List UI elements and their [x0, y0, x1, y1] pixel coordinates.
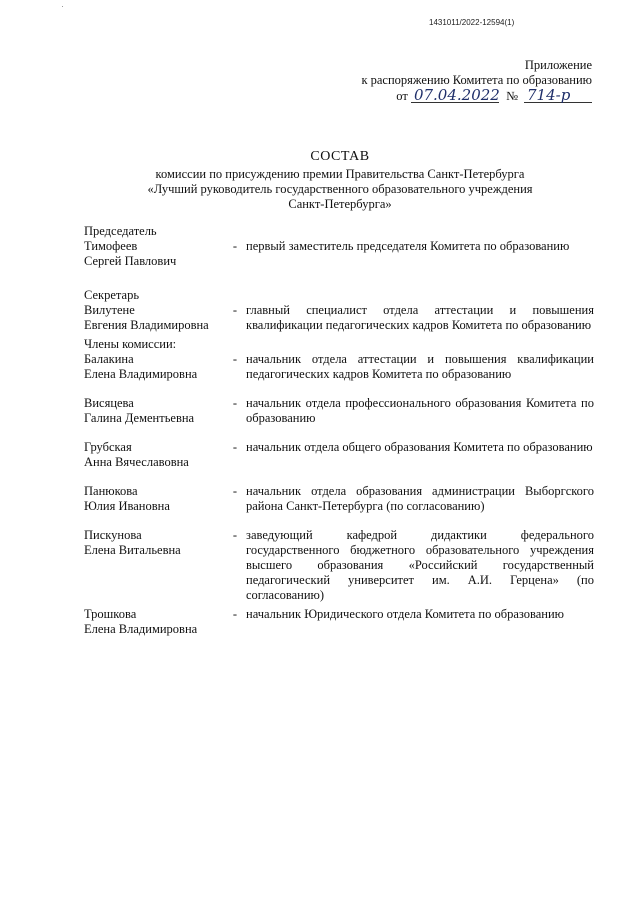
- member-name: [84, 396, 224, 426]
- handwritten-date: 07.04.2022: [411, 88, 499, 103]
- dash: -: [232, 352, 238, 366]
- title-heading: СОСТАВ: [310, 149, 370, 164]
- member-surname: Висяцева: [84, 396, 134, 410]
- member-given-name: Елена Витальевна: [84, 543, 181, 557]
- appendix-subtitle: к распоряжению Комитета по образованию: [361, 73, 592, 87]
- member-entry: [84, 303, 594, 333]
- title-line-3: Санкт-Петербурга»: [288, 197, 392, 211]
- dash: -: [232, 607, 238, 621]
- member-given-name: Юлия Ивановна: [84, 499, 170, 513]
- number-label: №: [506, 89, 518, 103]
- member-entry: [84, 352, 594, 382]
- document-title: [95, 149, 585, 212]
- dash: -: [232, 239, 238, 253]
- member-position: начальник отдела профессионального образования Комитета по образованию: [246, 396, 594, 425]
- member-name: [84, 303, 224, 333]
- member-given-name: Анна Вячеславовна: [84, 455, 189, 469]
- dash: -: [232, 396, 238, 410]
- appendix-header: [292, 58, 592, 104]
- member-given-name: Елена Владимировна: [84, 367, 198, 381]
- role-secretary: Секретарь: [84, 288, 140, 302]
- scan-speck: [62, 6, 63, 7]
- member-position: первый заместитель председателя Комитета по образованию: [246, 239, 570, 253]
- appendix-title: Приложение: [524, 58, 592, 72]
- member-name: [84, 607, 224, 637]
- member-entry: [84, 440, 594, 470]
- member-name: [84, 239, 224, 269]
- member-entry: [84, 528, 594, 603]
- member-position: начальник отдела общего образования Комитета по образованию: [246, 440, 593, 454]
- dash: -: [232, 303, 238, 317]
- dash: -: [232, 528, 238, 542]
- dash: -: [232, 484, 238, 498]
- member-entry: [84, 607, 594, 637]
- member-surname: Вилутене: [84, 303, 135, 317]
- member-given-name: Галина Дементьевна: [84, 411, 195, 425]
- member-given-name: Евгения Владимировна: [84, 318, 209, 332]
- dash: -: [232, 440, 238, 454]
- role-chairman: Председатель: [84, 224, 157, 238]
- member-surname: Панюкова: [84, 484, 138, 498]
- member-entry: [84, 396, 594, 426]
- member-position: заведующий кафедрой дидактики федерального государственного бюджетного образовательного учреждения высшего образования «Российский государственный педагогический университет им. А.И. Герцена» (по согласованию): [246, 528, 594, 602]
- member-position: начальник Юридического отдела Комитета по образованию: [246, 607, 565, 621]
- member-position: главный специалист отдела аттестации и повышения квалификации педагогических кадров Комитета по образованию: [246, 303, 594, 332]
- member-surname: Трошкова: [84, 607, 137, 621]
- role-members: Члены комиссии:: [84, 337, 177, 351]
- member-name: [84, 528, 224, 558]
- commission-list: [84, 224, 594, 637]
- title-line-1: комиссии по присуждению премии Правительства Санкт-Петербурга: [155, 167, 525, 181]
- document-id: 1431011/2022-12594(1): [429, 18, 515, 27]
- member-surname: Балакина: [84, 352, 134, 366]
- member-name: [84, 484, 224, 514]
- handwritten-number: 714-р: [524, 88, 592, 103]
- member-position: начальник отдела образования администрации Выборгского района Санкт-Петербурга (по согласованию): [246, 484, 594, 513]
- member-given-name: Елена Владимировна: [84, 622, 198, 636]
- from-label: от: [396, 89, 408, 103]
- member-surname: Тимофеев: [84, 239, 138, 253]
- title-line-2: «Лучший руководитель государственного образовательного учреждения: [147, 182, 533, 196]
- registration-line: [292, 88, 592, 104]
- member-position: начальник отдела аттестации и повышения квалификации педагогических кадров Комитета по образованию: [246, 352, 594, 381]
- member-given-name: Сергей Павлович: [84, 254, 177, 268]
- member-surname: Грубская: [84, 440, 132, 454]
- member-entry: [84, 239, 594, 269]
- member-entry: [84, 484, 594, 514]
- member-surname: Пискунова: [84, 528, 142, 542]
- member-name: [84, 440, 224, 470]
- member-name: [84, 352, 224, 382]
